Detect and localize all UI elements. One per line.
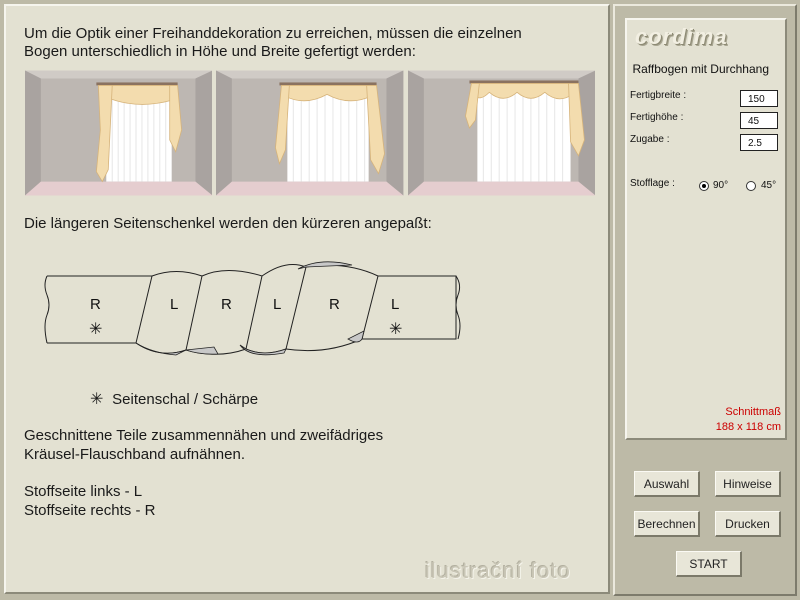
cut-size-value: 188 x 118 cm <box>715 421 781 433</box>
width-input[interactable] <box>740 90 778 107</box>
scarf-marker-right: ✳ <box>389 321 403 338</box>
width-label: Fertigbreite : <box>630 90 687 101</box>
hinweise-button[interactable]: Hinweise <box>715 471 781 497</box>
diagram-label-5: R <box>329 296 340 313</box>
room-illustration-1 <box>25 70 212 196</box>
fabric-90-label: 90° <box>713 180 729 191</box>
cordima-logo: cordima <box>635 24 728 49</box>
extra-label: Zugabe : <box>630 134 670 145</box>
product-name: Raffbogen mit Durchhang <box>632 62 769 76</box>
extra-input[interactable] <box>740 134 778 151</box>
fabric-45-label: 45° <box>761 180 777 191</box>
scarf-marker-left: ✳ <box>89 321 103 338</box>
berechnen-button[interactable]: Berechnen <box>634 511 700 537</box>
diagram-label-6: L <box>391 296 400 313</box>
intro-line-1: Um die Optik einer Freihanddekoration zu erreichen, müssen die einzelnen <box>24 25 522 42</box>
cutting-diagram <box>40 255 472 365</box>
subtitle: Die längeren Seitenschenkel werden den kürzeren angepaßt: <box>24 215 432 232</box>
side-left-text: Stoffseite links - L <box>24 483 143 500</box>
fabric-position-label: Stofflage : <box>630 178 675 189</box>
illustration-photos <box>25 70 595 196</box>
sewing-line-1: Geschnittene Teile zusammennähen und zweifädriges <box>24 427 384 444</box>
room-illustration-3 <box>408 70 595 196</box>
sewing-line-2: Kräusel-Flauschband aufnähnen. <box>24 446 245 463</box>
intro-line-2: Bogen unterschiedlich in Höhe und Breite gefertigt werden: <box>24 43 416 60</box>
diagram-label-4: L <box>273 296 282 313</box>
room-illustration-2 <box>216 70 403 196</box>
legend <box>90 389 258 409</box>
fabric-45-radio[interactable] <box>746 181 756 191</box>
start-button[interactable]: START <box>676 551 742 577</box>
auswahl-button[interactable]: Auswahl <box>634 471 700 497</box>
height-input[interactable] <box>740 112 778 129</box>
legend-text: Seitenschal / Schärpe <box>112 391 259 408</box>
legend-star-icon: ✳ <box>90 391 104 408</box>
diagram-label-2: L <box>170 296 179 313</box>
height-label: Fertighöhe : <box>630 112 684 123</box>
intro-text <box>24 25 584 61</box>
side-right-text: Stoffseite rechts - R <box>24 502 156 519</box>
fabric-90-radio[interactable] <box>699 181 709 191</box>
sewing-instructions <box>24 426 584 464</box>
diagram-label-1: R <box>90 296 101 313</box>
watermark: ilustrační foto <box>425 558 571 583</box>
drucken-button[interactable]: Drucken <box>715 511 781 537</box>
diagram-label-3: R <box>221 296 232 313</box>
cut-size-label: Schnittmaß <box>725 406 781 418</box>
fabric-side-legend <box>24 482 155 520</box>
sidebar-panel <box>625 18 787 440</box>
